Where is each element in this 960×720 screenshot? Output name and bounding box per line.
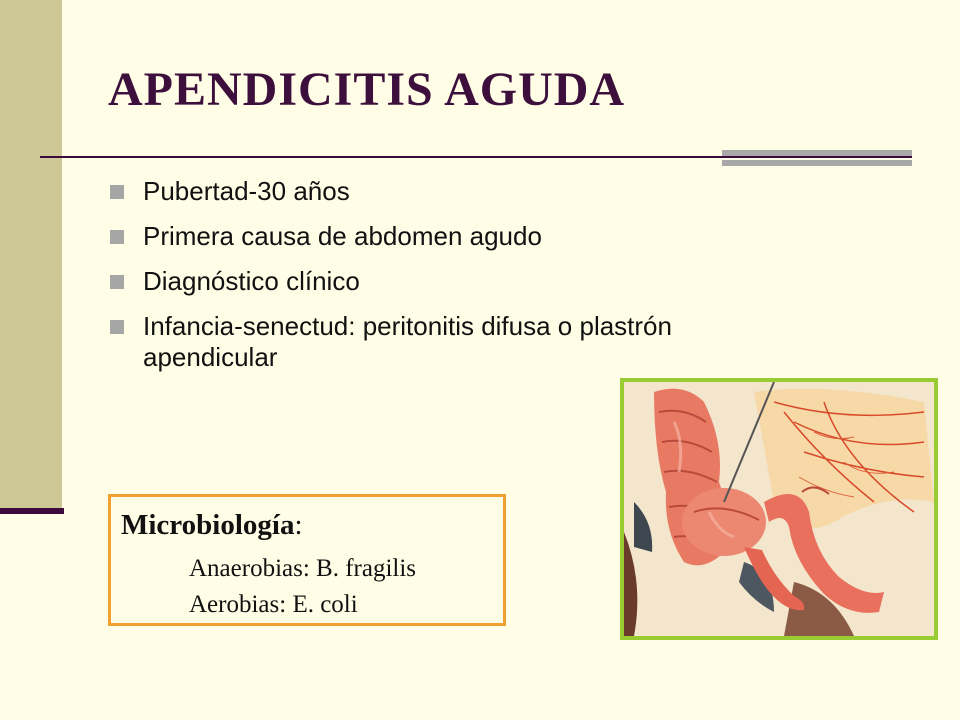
- bullet-square-icon: [110, 185, 124, 199]
- bullet-item: [106, 266, 806, 297]
- bullet-item: [106, 221, 806, 252]
- title-accent-bar-top: [722, 150, 912, 156]
- left-sidebar-bar: [0, 0, 62, 512]
- bullet-square-icon: [110, 275, 124, 289]
- bullet-text: Primera causa de abdomen agudo: [143, 221, 542, 251]
- bullet-square-icon: [110, 230, 124, 244]
- microbiology-anaerobes: Anaerobias: B. fragilis: [189, 555, 417, 582]
- microbiology-heading: [121, 509, 303, 542]
- bullet-text: Pubertad-30 años: [143, 176, 350, 206]
- anatomy-image: [620, 378, 938, 640]
- sidebar-divider: [0, 508, 64, 514]
- microbiology-box: [108, 494, 506, 626]
- bullet-item: [106, 176, 806, 207]
- appendix-illustration: [624, 382, 934, 636]
- bullet-text: Infancia-senectud: peritonitis difusa o plastrón apendicular: [143, 311, 672, 372]
- title-accent-bar-bottom: [722, 160, 912, 166]
- microbiology-label: Microbiología: [121, 509, 295, 541]
- microbiology-aerobes: Aerobias: E. coli: [189, 591, 358, 618]
- slide-title: APENDICITIS AGUDA: [108, 63, 626, 116]
- bullet-square-icon: [110, 320, 124, 334]
- bullet-text: Diagnóstico clínico: [143, 266, 360, 296]
- bullet-list: [106, 176, 806, 387]
- title-underline: [40, 156, 912, 158]
- bullet-item: [106, 311, 806, 373]
- microbiology-colon: :: [294, 509, 303, 541]
